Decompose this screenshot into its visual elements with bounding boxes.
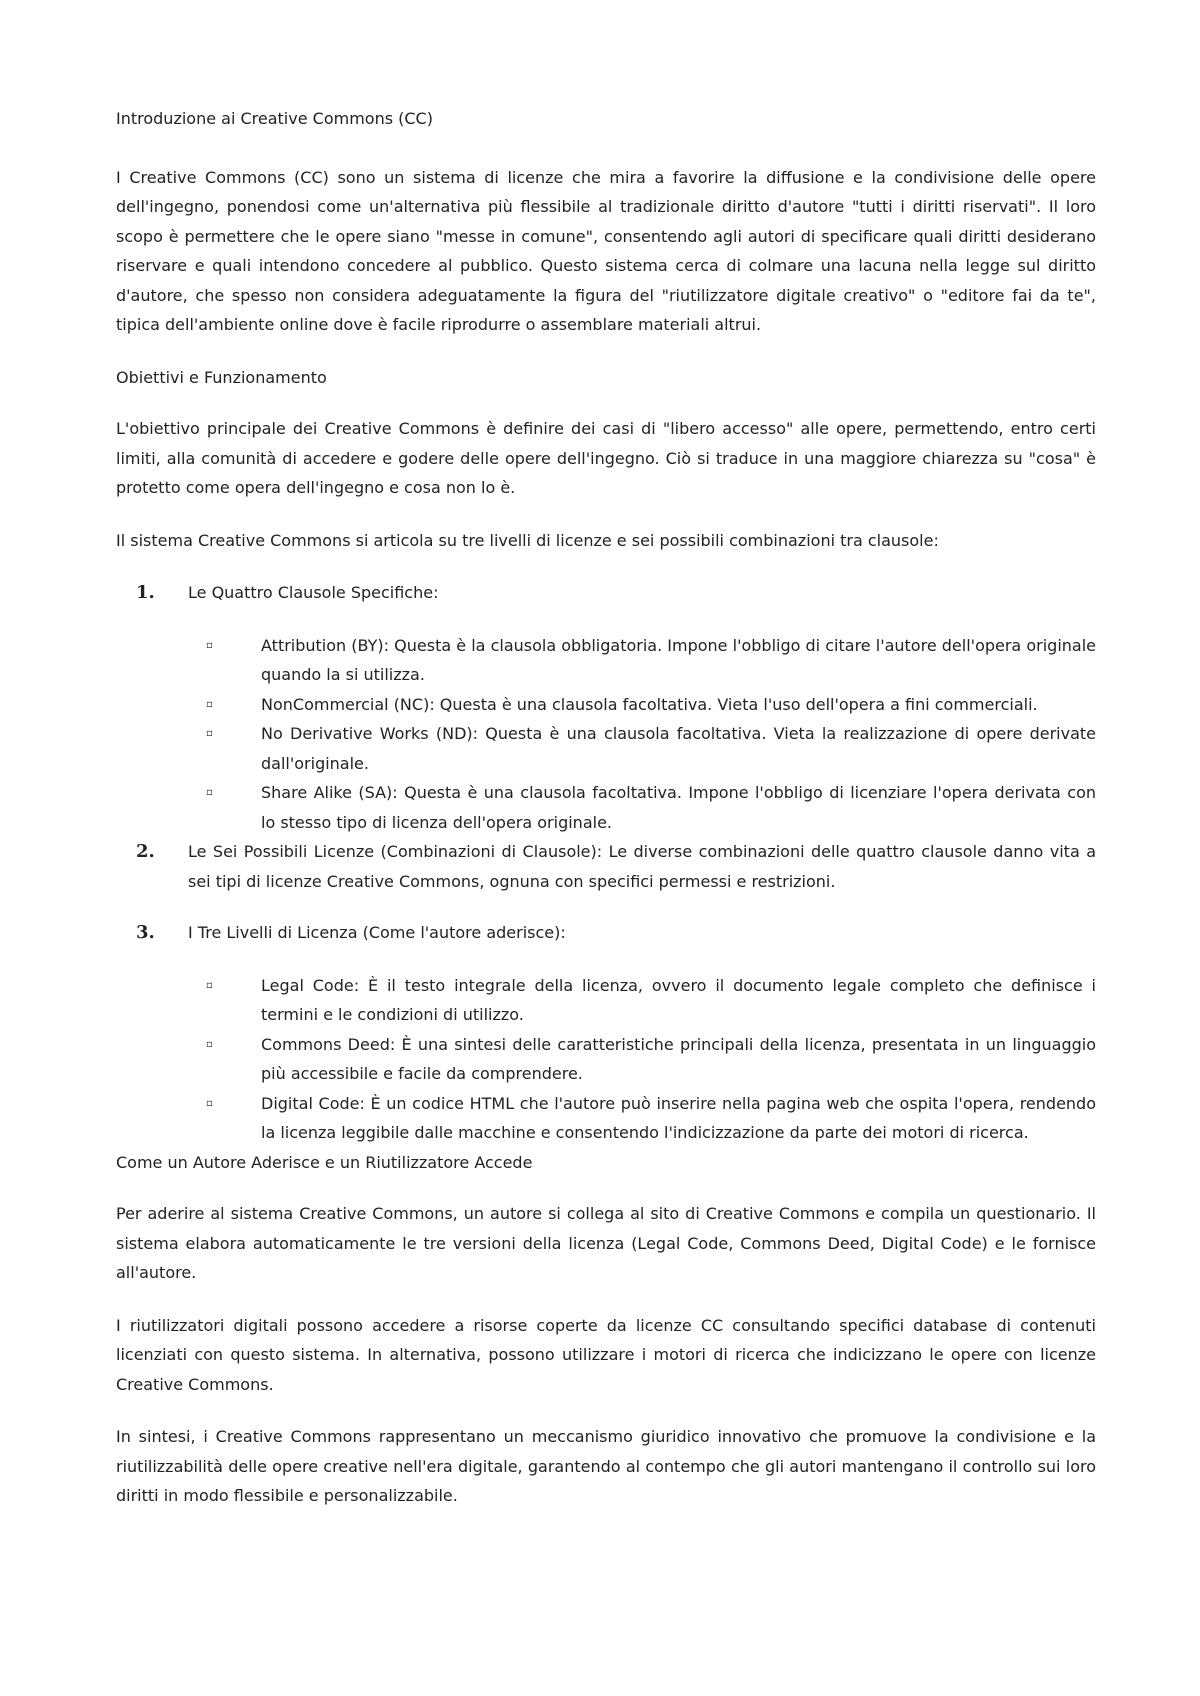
intro-paragraph: I Creative Commons (CC) sono un sistema di licenze che mira a favorire la diffusione e la condivisione delle opere dell'ingegno, ponendosi come un'alternativa più flessibile al tradizionale diritto d'autore "tutti i diritti riservati". Il loro scopo è permettere che le opere siano "messe in comune", consentendo agli autori di specificare quali diritti desiderano riservare e quali intendono concedere al pubblico. Questo sistema cerca di colmare una lacuna nella legge sul diritto d'autore, che spesso non considera adeguatamente la figura del "riutilizzatore digitale creativo" o "editore fai da te", tipica dell'ambiente online dove è facile riprodurre o assemblare materiali altrui.: [116, 167, 1096, 334]
sublist-item: [188, 1030, 1096, 1089]
clause-term: Share Alike (SA): [261, 783, 393, 802]
sublist-item: [188, 631, 1096, 690]
list-item-number: 1.: [136, 582, 155, 603]
list-item: [116, 918, 1096, 1148]
clause-description: : Questa è la clausola obbligatoria. Impone l'obbligo di citare l'autore dell'opera originale quando la si utilizza.: [261, 635, 1096, 684]
system-paragraph: Il sistema Creative Commons si articola su tre livelli di licenze e sei possibili combinazioni tra clausole:: [116, 530, 939, 550]
license-structure-list: [116, 578, 1096, 1148]
clause-description: : Questa è una clausola facoltativa. Vieta l'uso dell'opera a fini commerciali.: [429, 694, 1038, 714]
bullet-icon: ▫: [206, 1038, 213, 1050]
list-item-number: 2.: [136, 841, 155, 862]
section-heading-objectives: Obiettivi e Funzionamento: [116, 367, 327, 387]
conclusion-paragraph: In sintesi, i Creative Commons rappresentano un meccanismo giuridico innovativo che promuove la condivisione e la riutilizzabilità delle opere creative nell'era digitale, garantendo al contempo che gli autori mantengano il controllo sui loro diritti in modo flessibile e personalizzabile.: [116, 1427, 1096, 1505]
clause-term: Attribution (BY): [261, 635, 384, 655]
sublist-item: [188, 778, 1096, 837]
list-item-number: 3.: [136, 922, 155, 943]
level-term: Legal Code: [261, 975, 354, 995]
level-description: : È un codice HTML che l'autore può inserire nella pagina web che ospita l'opera, rendendo la licenza leggibile dalle macchine e consentendo l'indicizzazione da parte dei motori di ricerca.: [261, 1093, 1097, 1142]
bullet-icon: ▫: [206, 639, 213, 651]
bullet-icon: ▫: [206, 979, 213, 991]
document-title: Introduzione ai Creative Commons (CC): [116, 109, 433, 128]
license-levels-sublist: [188, 971, 1096, 1148]
list-item: [116, 837, 1096, 896]
bullet-icon: ▫: [206, 698, 213, 710]
list-item-title: I Tre Livelli di Licenza (Come l'autore aderisce):: [188, 923, 566, 942]
level-term: Digital Code: [261, 1093, 360, 1113]
bullet-icon: ▫: [206, 1097, 213, 1109]
bullet-icon: ▫: [206, 728, 213, 739]
level-description: : È il testo integrale della licenza, ovvero il documento legale completo che definisce i termini e le condizioni di utilizzo.: [261, 975, 1097, 1024]
clause-term: No Derivative Works (ND): [261, 724, 473, 743]
objectives-paragraph: L'obiettivo principale dei Creative Commons è definire dei casi di "libero accesso" alle opere, permettendo, entro certi limiti, alla comunità di accedere e godere delle opere dell'ingegno. Ciò si traduce in una maggiore chiarezza su "cosa" è protetto come opera dell'ingegno e cosa non lo è.: [116, 419, 1096, 497]
reuse-paragraph: I riutilizzatori digitali possono accedere a risorse coperte da licenze CC consultando specifici database di contenuti licenziati con questo sistema. In alternativa, possono utilizzare i motori di ricerca che indicizzano le opere con licenze Creative Commons.: [116, 1315, 1096, 1394]
clauses-sublist: [188, 631, 1096, 838]
adherence-paragraph: Per aderire al sistema Creative Commons, un autore si collega al sito di Creative Commons e compila un questionario. Il sistema elabora automaticamente le tre versioni della licenza (Legal Code, Commons Deed, Digital Code) e le fornisce all'autore.: [116, 1204, 1096, 1282]
document-page: [116, 104, 1096, 1534]
clause-term: NonCommercial (NC): [261, 694, 430, 714]
sublist-item: [188, 971, 1096, 1030]
level-description: : È una sintesi delle caratteristiche principali della licenza, presentata in un linguaggio più accessibile e facile da comprendere.: [261, 1034, 1096, 1083]
bullet-icon: ▫: [206, 787, 213, 798]
list-item-title: Le Quattro Clausole Specifiche:: [188, 583, 439, 602]
sublist-item: [188, 690, 1096, 720]
level-term: Commons Deed: [261, 1034, 390, 1054]
sublist-item: [188, 719, 1096, 778]
section-heading-adherence: Come un Autore Aderisce e un Riutilizzatore Accede: [116, 1152, 533, 1172]
list-item: [116, 578, 1096, 837]
clause-description: : Questa è una clausola facoltativa. Impone l'obbligo di licenziare l'opera derivata con lo stesso tipo di licenza dell'opera originale.: [261, 783, 1096, 832]
sublist-item: [188, 1089, 1096, 1148]
clause-description: : Questa è una clausola facoltativa. Vieta la realizzazione di opere derivate dall'originale.: [261, 724, 1096, 773]
list-item-title: Le Sei Possibili Licenze (Combinazioni di Clausole): Le diverse combinazioni delle quattro clausole danno vita a sei tipi di licenze Creative Commons, ognuna con specifici permessi e restrizioni.: [188, 842, 1096, 891]
